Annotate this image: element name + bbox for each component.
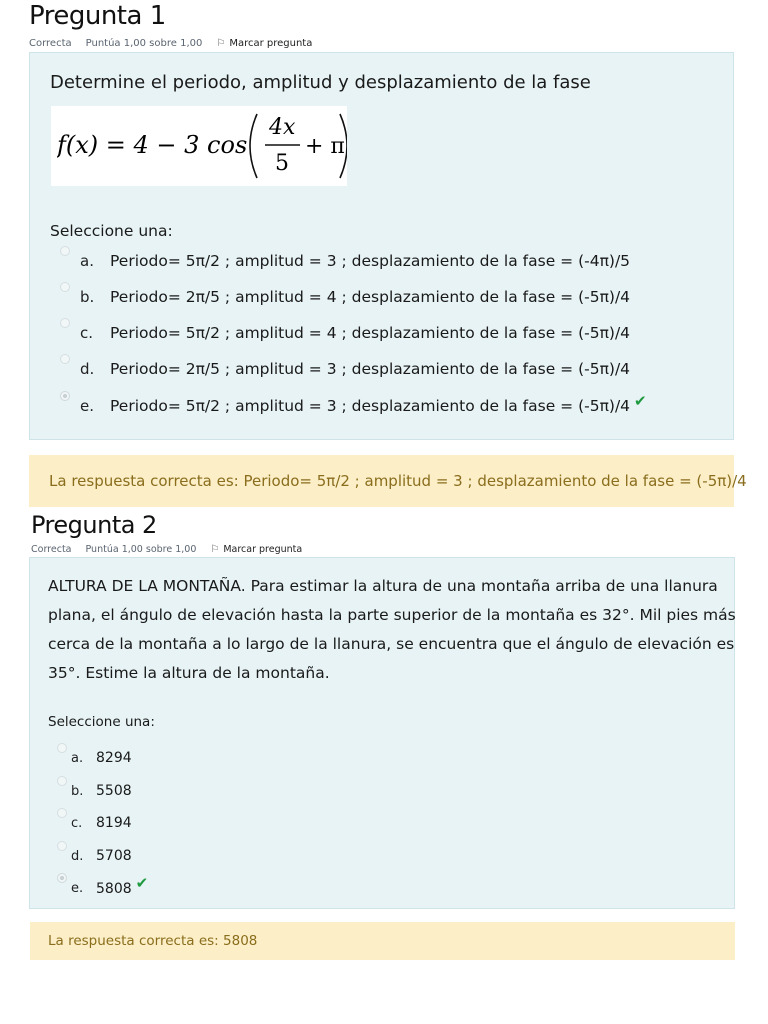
option-text-value: Periodo= 5π/2 ; amplitud = 3 ; desplazamiento de la fase = (-5π)/4 — [110, 397, 631, 415]
question-title: Pregunta 1 — [29, 1, 166, 31]
radio-button[interactable] — [60, 282, 70, 292]
radio-button-selected[interactable] — [60, 391, 70, 401]
option-text: 8194 — [96, 815, 132, 831]
flag-question-label: Marcar pregunta — [223, 544, 303, 555]
question-text: Determine el periodo, amplitud y desplazamiento de la fase — [50, 72, 591, 93]
formula-denominator: 5 — [275, 151, 289, 176]
option-letter: e. — [80, 397, 94, 415]
flag-icon: ⚐ — [210, 544, 220, 555]
option-letter: b. — [80, 288, 95, 306]
formula-paren-left — [250, 114, 257, 178]
question-content — [29, 557, 735, 909]
option-text — [96, 874, 149, 897]
feedback-text: La respuesta correcta es: 5808 — [48, 933, 258, 949]
question-text: ALTURA DE LA MONTAÑA. Para estimar la altura de una montaña arriba de una llanura plana, el ángulo de elevación hasta la parte superior de la montaña es 32°. Mil pies más cerca de la montaña a lo largo de la llanura, se encuentra que el ángulo de elevación es 35°. Estime la altura de la montaña. — [48, 577, 736, 682]
radio-button[interactable] — [57, 743, 67, 753]
flag-question-link[interactable] — [210, 544, 302, 555]
radio-button[interactable] — [57, 841, 67, 851]
feedback-text: La respuesta correcta es: Periodo= 5π/2 ; amplitud = 3 ; desplazamiento de la fase = (-5π)/4 — [49, 472, 747, 490]
option-letter: b. — [71, 783, 84, 799]
radio-button[interactable] — [57, 808, 67, 818]
question-info — [31, 544, 302, 555]
check-icon: ✔ — [135, 874, 149, 892]
question-info — [29, 38, 312, 49]
formula-numerator: 4x — [269, 115, 296, 140]
select-prompt: Seleccione una: — [48, 714, 155, 730]
option-letter: c. — [71, 815, 83, 831]
formula-tail: + π — [305, 134, 345, 159]
question-title: Pregunta 2 — [31, 511, 157, 539]
radio-button[interactable] — [57, 776, 67, 786]
option-letter: e. — [71, 880, 84, 896]
formula-image — [51, 106, 347, 186]
question-grade: Puntúa 1,00 sobre 1,00 — [85, 544, 197, 555]
option-text-value: 5808 — [96, 881, 132, 897]
check-icon: ✔ — [634, 392, 647, 410]
radio-button-selected[interactable] — [57, 873, 67, 883]
question-state: Correcta — [29, 38, 72, 49]
option-text: 5508 — [96, 783, 132, 799]
option-text: Periodo= 5π/2 ; amplitud = 3 ; desplazamiento de la fase = (-4π)/5 — [110, 252, 631, 270]
option-letter: a. — [71, 750, 84, 766]
option-text: 8294 — [96, 750, 132, 766]
flag-question-link[interactable] — [216, 38, 312, 49]
question-1 — [0, 0, 768, 510]
select-prompt: Seleccione una: — [50, 222, 173, 240]
flag-question-label: Marcar pregunta — [229, 38, 313, 49]
option-text — [110, 392, 647, 415]
radio-button[interactable] — [60, 246, 70, 256]
question-content — [29, 52, 734, 440]
question-2 — [0, 510, 768, 970]
option-text: Periodo= 2π/5 ; amplitud = 3 ; desplazamiento de la fase = (-5π)/4 — [110, 360, 631, 378]
option-text: Periodo= 2π/5 ; amplitud = 4 ; desplazamiento de la fase = (-5π)/4 — [110, 288, 631, 306]
option-letter: d. — [80, 360, 95, 378]
option-letter: d. — [71, 848, 84, 864]
question-state: Correcta — [31, 544, 72, 555]
formula-svg — [57, 106, 347, 186]
formula-lhs: f(x) = 4 − 3 cos — [57, 131, 248, 159]
question-grade: Puntúa 1,00 sobre 1,00 — [85, 38, 203, 49]
option-text: Periodo= 5π/2 ; amplitud = 4 ; desplazamiento de la fase = (-5π)/4 — [110, 324, 631, 342]
radio-button[interactable] — [60, 318, 70, 328]
correct-answer-feedback — [30, 922, 735, 960]
correct-answer-feedback — [29, 455, 747, 507]
option-letter: a. — [80, 252, 94, 270]
option-letter: c. — [80, 324, 94, 342]
option-text: 5708 — [96, 848, 132, 864]
radio-button[interactable] — [60, 354, 70, 364]
flag-icon: ⚐ — [216, 38, 226, 49]
